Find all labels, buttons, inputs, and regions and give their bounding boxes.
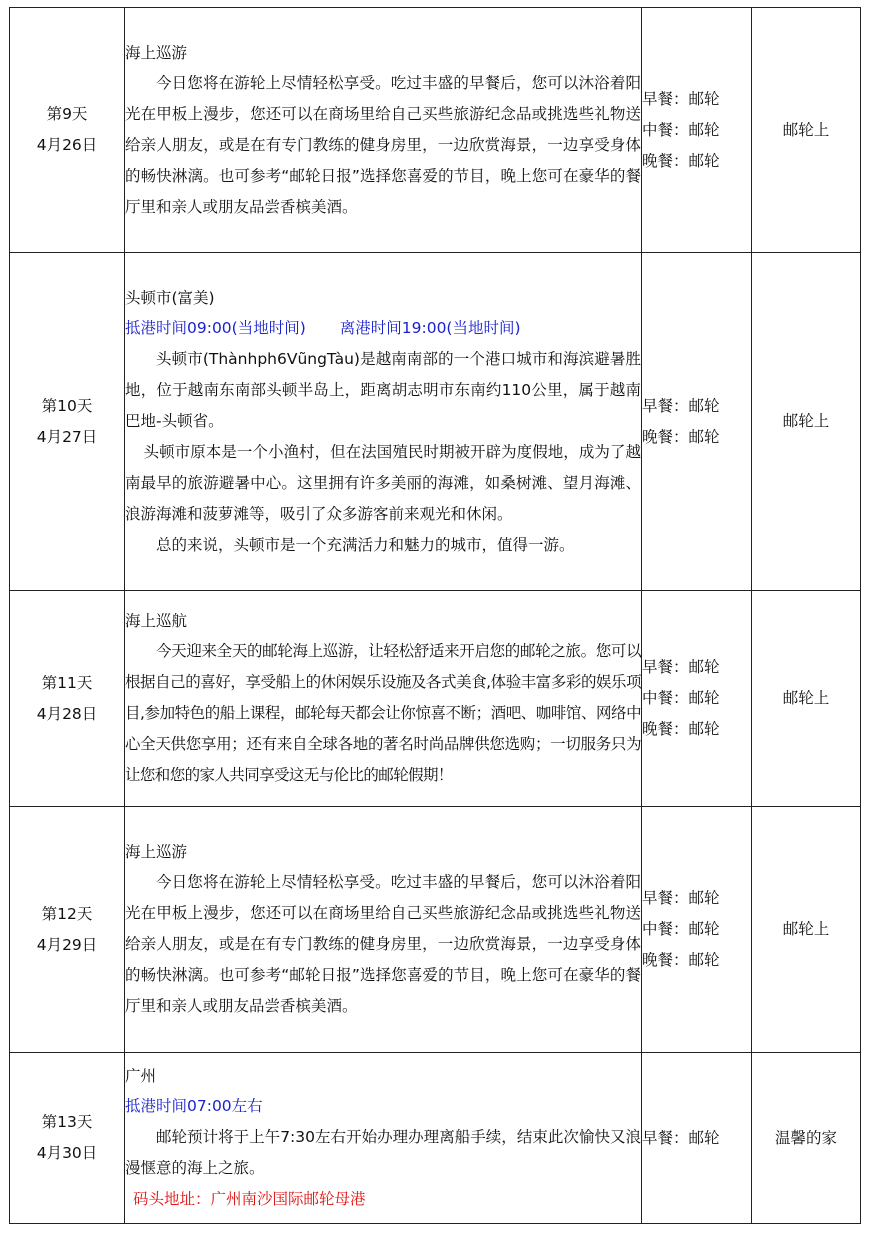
meals-cell xyxy=(642,591,752,807)
meal-lunch: 中餐：邮轮 xyxy=(642,920,720,938)
date-label: 4月29日 xyxy=(36,935,98,954)
day-label: 第12天 xyxy=(41,904,93,923)
meal-breakfast: 早餐：邮轮 xyxy=(642,1128,720,1147)
arrival-time: 抵港时间09:00(当地时间) xyxy=(125,318,306,337)
meal-dinner: 晚餐：邮轮 xyxy=(642,151,720,170)
destination-title: 广州 xyxy=(125,1067,157,1085)
day-cell xyxy=(10,1053,125,1224)
day-cell xyxy=(10,807,125,1053)
day-label: 第9天 xyxy=(46,105,88,123)
meals-cell xyxy=(642,1053,752,1224)
date-label: 4月26日 xyxy=(36,136,98,154)
date-label: 4月30日 xyxy=(36,1144,98,1162)
description-paragraph: 头顿市原本是一个小渔村，但在法国殖民时期被开辟为度假地，成为了越南最早的旅游避暑中心。这里拥有许多美丽的海滩，如桑树滩、望月海滩、浪游海滩和菠萝滩等，吸引了众多游客前来观光和休闲。 xyxy=(125,442,641,523)
itinerary-row-day9 xyxy=(10,8,861,253)
meals-cell xyxy=(642,807,752,1053)
description-cell xyxy=(125,591,642,807)
description-paragraph: 头顿市(Thànhph6VũngTàu)是越南南部的一个港口城市和海滨避暑胜地，位于越南东南部头顿半岛上，距离胡志明市东南约110公里，属于越南巴地-头顿省。 xyxy=(125,349,641,430)
description-cell xyxy=(125,807,642,1053)
meal-breakfast: 早餐：邮轮 xyxy=(642,89,720,108)
departure-time: 离港时间19:00(当地时间) xyxy=(339,318,521,337)
destination-title: 海上巡航 xyxy=(125,612,188,630)
description-paragraph: 今天迎来全天的邮轮海上巡游，让轻松舒适来开启您的邮轮之旅。您可以根据自己的喜好，享受船上的休闲娱乐设施及各式美食,体验丰富多彩的娱乐项目,参加特色的船上课程，邮轮每天都会让你惊喜不断；酒吧、咖啡馆、网络中心全天供您享用；还有来自全球各地的著名时尚品牌供您选购；一切服务只为让您和您的家人共同享受这无与伦比的邮轮假期！ xyxy=(125,642,641,784)
itinerary-row-day12 xyxy=(10,807,861,1053)
date-label: 4月28日 xyxy=(36,704,98,723)
meal-dinner: 晚餐：邮轮 xyxy=(642,427,720,446)
meal-breakfast: 早餐：邮轮 xyxy=(642,396,720,415)
accommodation-cell: 邮轮上 xyxy=(752,591,861,807)
meal-dinner: 晚餐：邮轮 xyxy=(642,720,720,738)
accommodation-cell: 邮轮上 xyxy=(752,253,861,591)
meal-lunch: 中餐：邮轮 xyxy=(642,120,720,139)
arrival-time: 抵港时间07:00左右 xyxy=(125,1097,263,1115)
description-cell xyxy=(125,8,642,253)
date-label: 4月27日 xyxy=(36,427,98,446)
description-cell xyxy=(125,1053,642,1224)
itinerary-row-day11 xyxy=(10,591,861,807)
description-paragraph: 总的来说，头顿市是一个充满活力和魅力的城市，值得一游。 xyxy=(156,535,575,554)
accommodation-cell: 温馨的家 xyxy=(752,1053,861,1224)
day-cell xyxy=(10,253,125,591)
day-cell xyxy=(10,591,125,807)
day-label: 第11天 xyxy=(41,673,93,692)
destination-title: 海上巡游 xyxy=(125,843,188,861)
meal-breakfast: 早餐：邮轮 xyxy=(642,889,720,907)
meal-lunch: 中餐：邮轮 xyxy=(642,689,720,707)
accommodation-cell: 邮轮上 xyxy=(752,807,861,1053)
day-label: 第13天 xyxy=(41,1113,93,1131)
description-paragraph: 今日您将在游轮上尽情轻松享受。吃过丰盛的早餐后，您可以沐浴着阳光在甲板上漫步，您还可以在商场里给自己买些旅游纪念品或挑选些礼物送给亲人朋友，或是在有专门教练的健身房里，一边欣赏海景，一边享受身体的畅快淋漓。也可参考“邮轮日报”选择您喜爱的节目，晚上您可在豪华的餐厅里和亲人或朋友品尝香槟美酒。 xyxy=(125,873,641,1015)
itinerary-row-day13 xyxy=(10,1053,861,1224)
description-cell xyxy=(125,253,642,591)
day-label: 第10天 xyxy=(41,396,93,415)
description-paragraph: 邮轮预计将于上午7:30左右开始办理办理离船手续，结束此次愉快又浪漫惬意的海上之旅。 xyxy=(125,1128,641,1177)
port-times xyxy=(125,313,641,344)
meal-dinner: 晚餐：邮轮 xyxy=(642,951,720,969)
accommodation-cell: 邮轮上 xyxy=(752,8,861,253)
destination-title: 头顿市(富美) xyxy=(125,288,215,307)
day-cell xyxy=(10,8,125,253)
meals-cell xyxy=(642,8,752,253)
meals-cell xyxy=(642,253,752,591)
meal-breakfast: 早餐：邮轮 xyxy=(642,658,720,676)
itinerary-table xyxy=(9,7,861,1224)
destination-title: 海上巡游 xyxy=(125,43,188,62)
itinerary-row-day10 xyxy=(10,253,861,591)
pier-address: 码头地址：广州南沙国际邮轮母港 xyxy=(133,1190,366,1208)
description-paragraph: 今日您将在游轮上尽情轻松享受。吃过丰盛的早餐后，您可以沐浴着阳光在甲板上漫步，您还可以在商场里给自己买些旅游纪念品或挑选些礼物送给亲人朋友，或是在有专门教练的健身房里，一边欣赏海景，一边享受身体的畅快淋漓。也可参考“邮轮日报”选择您喜爱的节目，晚上您可在豪华的餐厅里和亲人或朋友品尝香槟美酒。 xyxy=(125,73,641,216)
